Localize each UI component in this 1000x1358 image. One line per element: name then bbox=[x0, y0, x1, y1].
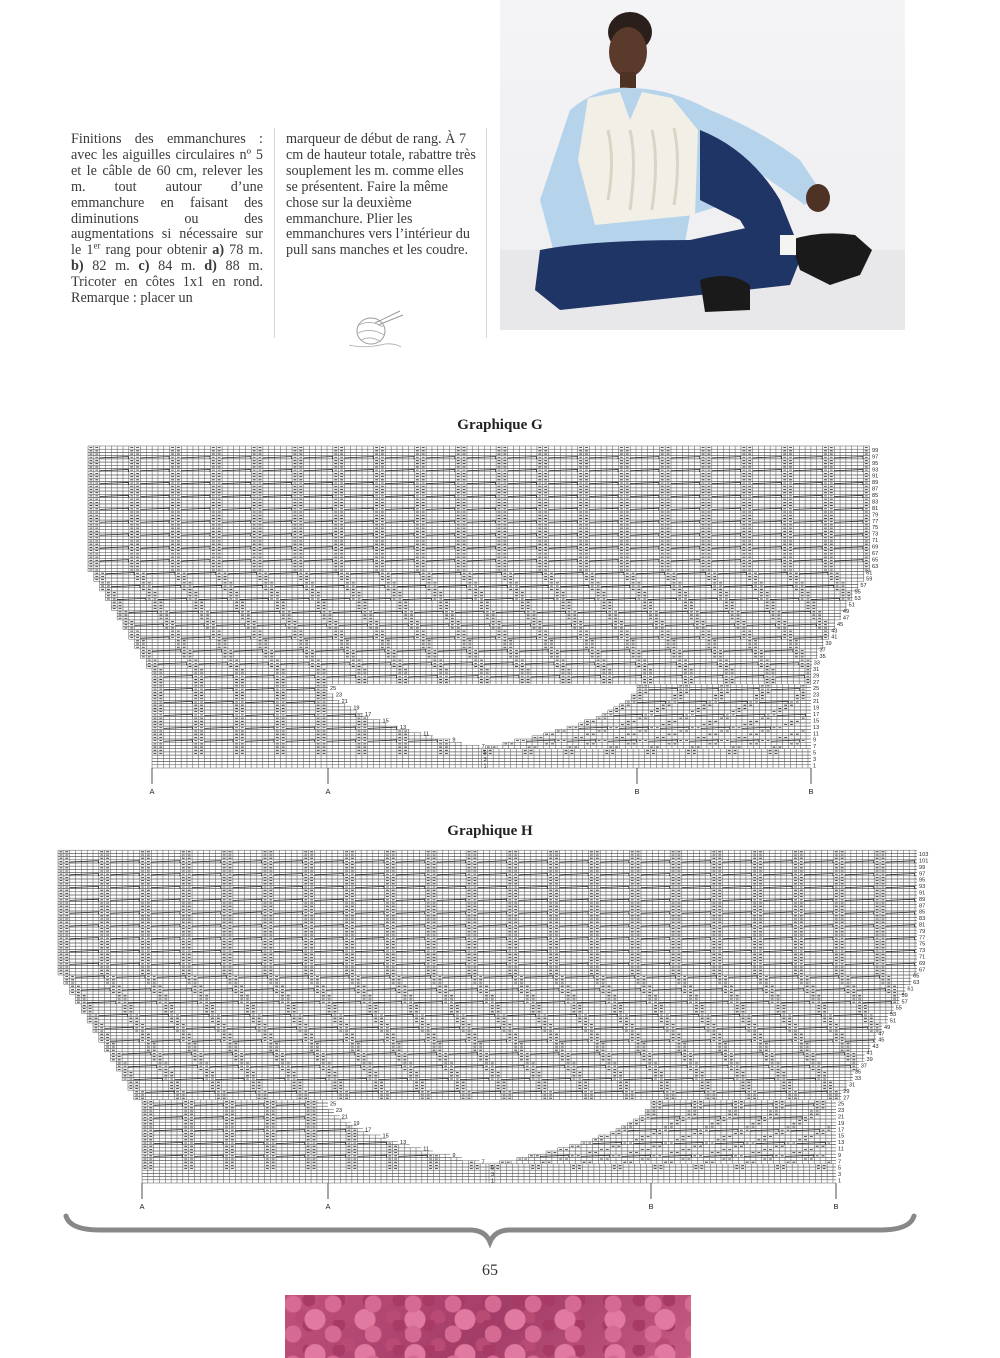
chart-g-row-number: 87 bbox=[872, 486, 879, 493]
chart-g-row-number: 37 bbox=[819, 647, 826, 654]
chart-h-row-number: 25 bbox=[330, 1101, 337, 1108]
chart-h-row-number: 5 bbox=[838, 1165, 842, 1172]
chart-h-row-number: 19 bbox=[353, 1120, 360, 1127]
chart-h-row-number: 89 bbox=[919, 896, 926, 903]
chart-h-row-number: 23 bbox=[838, 1108, 845, 1115]
chart-g-row-number: 65 bbox=[872, 557, 879, 564]
chart-h-row-number: 87 bbox=[919, 903, 926, 910]
chart-g-row-number: 21 bbox=[813, 699, 820, 706]
size-a-value: 78 m. bbox=[224, 242, 263, 259]
chart-h-row-number: 11 bbox=[838, 1146, 844, 1153]
chart-h-row-number: 43 bbox=[872, 1044, 879, 1051]
chart-g-row-number: 25 bbox=[813, 686, 820, 693]
chart-h-title: Graphique H bbox=[447, 823, 533, 839]
chart-g-row-number: 27 bbox=[813, 679, 820, 686]
chart-h-row-number: 77 bbox=[919, 935, 926, 942]
chart-g-row-number: 5 bbox=[813, 750, 817, 757]
superscript-er: er bbox=[93, 240, 101, 251]
chart-g-row-number: 17 bbox=[364, 711, 372, 718]
chart-g-row-number: 51 bbox=[848, 602, 855, 609]
chart-g-row-number: 93 bbox=[872, 467, 879, 474]
chart-h-marker-label: A bbox=[139, 1202, 145, 1211]
chart-h-row-number: 51 bbox=[889, 1018, 897, 1025]
chart-h-row-number: 33 bbox=[854, 1076, 862, 1083]
chart-h-row-number: 27 bbox=[843, 1095, 850, 1102]
chart-g-row-number: 31 bbox=[813, 666, 820, 673]
chart-h-row-number: 81 bbox=[919, 922, 926, 929]
chart-g-row-number: 19 bbox=[813, 705, 820, 712]
chart-h-row-number: 1 bbox=[491, 1178, 495, 1185]
chart-g-row-number: 59 bbox=[866, 576, 873, 583]
text-fragment: Tricoter en côtes 1x1 en rond. Remarque : placer un bbox=[71, 274, 263, 307]
chart-h-row-number: 79 bbox=[919, 928, 926, 935]
chart-h-row-number: 91 bbox=[919, 890, 926, 897]
chart-g-row-number: 55 bbox=[854, 589, 861, 596]
chart-h-row-number: 7 bbox=[838, 1159, 842, 1166]
chart-g-row-number: 19 bbox=[353, 705, 360, 712]
chart-g-row-number: 9 bbox=[813, 737, 817, 744]
chart-g-row-number: 3 bbox=[483, 757, 487, 764]
chart-h-row-number: 71 bbox=[919, 954, 926, 961]
chart-g-row-number: 33 bbox=[813, 660, 820, 667]
chart-g-row-number: 69 bbox=[872, 544, 879, 551]
chart-h-marker-label: A bbox=[325, 1202, 331, 1211]
chart-h-row-number: 73 bbox=[919, 948, 926, 955]
chart-g-row-number: 5 bbox=[483, 750, 487, 757]
chart-h-row-number: 15 bbox=[382, 1133, 389, 1140]
chart-g-row-number: 11 bbox=[813, 731, 819, 738]
chart-g-row-number: 73 bbox=[872, 531, 879, 538]
size-d-value: 88 m. bbox=[216, 258, 263, 275]
chart-h-row-number: 83 bbox=[919, 916, 926, 923]
chart-g-row-number: 39 bbox=[825, 641, 832, 648]
chart-g-row-number: 15 bbox=[382, 718, 389, 725]
chart-g-row-number: 97 bbox=[872, 454, 879, 461]
text-fragment: rang pour obtenir bbox=[100, 242, 213, 259]
chart-h-row-number: 93 bbox=[919, 884, 926, 891]
chart-h-row-number: 67 bbox=[919, 967, 926, 974]
chart-h-row-number: 47 bbox=[878, 1031, 885, 1038]
chart-h-row-number: 21 bbox=[838, 1114, 845, 1121]
chart-h-row-number: 29 bbox=[843, 1088, 850, 1095]
chart-h-row-number: 37 bbox=[860, 1063, 867, 1070]
chart-g-row-number: 9 bbox=[452, 737, 456, 744]
chart-g-row-number: 23 bbox=[335, 692, 343, 699]
size-c-label: c) bbox=[138, 258, 150, 275]
chart-h-row-number: 95 bbox=[919, 877, 926, 884]
chart-h-row-number: 35 bbox=[854, 1069, 862, 1076]
chart-g-row-number: 13 bbox=[399, 724, 407, 731]
chart-h-row-number: 3 bbox=[838, 1172, 842, 1179]
chart-h-row-number: 5 bbox=[491, 1165, 495, 1172]
chart-g-row-number: 71 bbox=[872, 538, 879, 545]
chart-h-row-number: 17 bbox=[838, 1127, 845, 1134]
chart-g-row-number: 25 bbox=[330, 686, 337, 693]
chart-g-marker-label: B bbox=[634, 787, 640, 796]
chart-g-row-number: 79 bbox=[872, 512, 879, 519]
chart-h-row-number: 13 bbox=[399, 1140, 407, 1147]
chart-g-marker-label: B bbox=[808, 787, 814, 796]
chart-g-row-number: 15 bbox=[813, 718, 820, 725]
size-c-value: 84 m. bbox=[149, 258, 205, 275]
chart-h-row-number: 21 bbox=[341, 1114, 348, 1121]
chart-g-row-number: 67 bbox=[872, 550, 879, 557]
chart-g-row-number: 53 bbox=[854, 596, 861, 603]
chart-h-row-number: 19 bbox=[838, 1120, 845, 1127]
chart-h-row-number: 41 bbox=[866, 1050, 873, 1057]
chart-g-row-number: 13 bbox=[813, 724, 820, 731]
chart-g-row-number: 75 bbox=[872, 525, 879, 532]
chart-h-row-number: 53 bbox=[889, 1012, 897, 1019]
chart-g-row-number: 21 bbox=[341, 699, 348, 706]
size-a-label: a) bbox=[212, 242, 225, 259]
chart-g-row-number: 41 bbox=[831, 634, 838, 641]
chart-g-row-number: 23 bbox=[813, 692, 820, 699]
armhole-intro: Finitions des emmanchures : avec les aiguilles circulaires nº 5 et le câble de 60 cm, relever les m. tout autour d’une emmanchure en faisant des diminutions ou des augmentations si nécessaire sur le 1 bbox=[71, 131, 263, 259]
size-d-label: d) bbox=[204, 258, 217, 275]
chart-g-row-number: 91 bbox=[872, 473, 879, 480]
chart-g-row-number: 1 bbox=[483, 763, 487, 770]
chart-h-row-number: 65 bbox=[913, 973, 920, 980]
chart-h-row-number: 39 bbox=[866, 1056, 873, 1063]
chart-h-row-number: 69 bbox=[919, 960, 926, 967]
chart-h-row-number: 23 bbox=[335, 1108, 343, 1115]
finishing-text-column-2: marqueur de début de rang. À 7 cm de hauteur totale, rabattre très souplement les m. comme elles se présentent. Faire la même chose sur la deuxième emmanchure. Plier les emmanchures vers l’intérieur du pull sans manches et les coudre. bbox=[286, 131, 476, 259]
chart-g-row-number: 85 bbox=[872, 493, 879, 500]
chart-g-row-number: 7 bbox=[813, 744, 817, 751]
chart-h-row-number: 55 bbox=[895, 1005, 902, 1012]
chart-g-row-number: 57 bbox=[860, 583, 867, 590]
chart-g-row-number: 47 bbox=[842, 615, 850, 622]
chart-g-row-number: 43 bbox=[831, 628, 838, 635]
chart-h-marker-label: B bbox=[833, 1202, 839, 1211]
chart-h-row-number: 3 bbox=[491, 1172, 495, 1179]
chart-g-row-number: 11 bbox=[423, 731, 430, 738]
chart-g-row-number: 49 bbox=[842, 608, 850, 615]
chart-g-row-number: 95 bbox=[872, 460, 879, 467]
curly-brace-divider bbox=[60, 1210, 920, 1250]
chart-h-row-number: 17 bbox=[364, 1127, 372, 1134]
chart-h-row-number: 59 bbox=[901, 992, 908, 999]
chart-h-row-number: 85 bbox=[919, 909, 926, 916]
chart-g-row-number: 29 bbox=[813, 673, 820, 680]
chart-h-row-number: 57 bbox=[901, 999, 908, 1006]
chart-g-row-number: 89 bbox=[872, 480, 879, 487]
chart-g-row-number: 99 bbox=[872, 447, 879, 454]
chart-g-row-number: 35 bbox=[819, 654, 826, 661]
chart-h-marker-label: B bbox=[648, 1202, 654, 1211]
chart-g-marker-label: A bbox=[149, 787, 155, 796]
chart-g-row-number: 77 bbox=[872, 518, 879, 525]
chart-h-grid bbox=[58, 850, 928, 1211]
chart-g-row-number: 7 bbox=[481, 744, 485, 751]
chart-g-row-number: 81 bbox=[872, 505, 879, 512]
chart-h-row-number: 11 bbox=[423, 1146, 430, 1153]
chart-h-row-number: 101 bbox=[919, 858, 929, 865]
chart-h-row-number: 15 bbox=[838, 1133, 845, 1140]
chart-h-row-number: 31 bbox=[849, 1082, 856, 1089]
chart-g-row-number: 1 bbox=[813, 763, 817, 770]
chart-h-row-number: 9 bbox=[452, 1152, 456, 1159]
chart-h-row-number: 63 bbox=[913, 980, 920, 987]
chart-h-row-number: 7 bbox=[481, 1159, 485, 1166]
chart-h-row-number: 75 bbox=[919, 941, 926, 948]
chart-g-marker-label: A bbox=[325, 787, 331, 796]
chart-g-row-number: 45 bbox=[837, 621, 844, 628]
chart-h-row-number: 1 bbox=[838, 1178, 842, 1185]
chart-h-row-number: 103 bbox=[919, 852, 929, 859]
size-b-label: b) bbox=[71, 258, 84, 275]
chart-g-row-number: 17 bbox=[813, 711, 820, 718]
chart-h-row-number: 25 bbox=[838, 1101, 845, 1108]
chart-h-row-number: 13 bbox=[838, 1140, 845, 1147]
chart-g-row-number: 83 bbox=[872, 499, 879, 506]
chart-g-row-number: 3 bbox=[813, 757, 817, 764]
chart-h-row-number: 99 bbox=[919, 864, 926, 871]
page-number: 65 bbox=[482, 1262, 498, 1279]
pink-yarn-texture-image bbox=[285, 1295, 691, 1358]
chart-h-row-number: 9 bbox=[838, 1152, 842, 1159]
chart-h-row-number: 45 bbox=[878, 1037, 885, 1044]
chart-h-row-number: 61 bbox=[907, 986, 914, 993]
size-b-value: 82 m. bbox=[83, 258, 139, 275]
chart-h-row-number: 49 bbox=[884, 1024, 891, 1031]
chart-g-title: Graphique G bbox=[457, 417, 543, 433]
chart-h-row-number: 97 bbox=[919, 871, 926, 878]
chart-g-row-number: 63 bbox=[872, 563, 879, 570]
chart-g-row-number: 61 bbox=[866, 570, 873, 577]
